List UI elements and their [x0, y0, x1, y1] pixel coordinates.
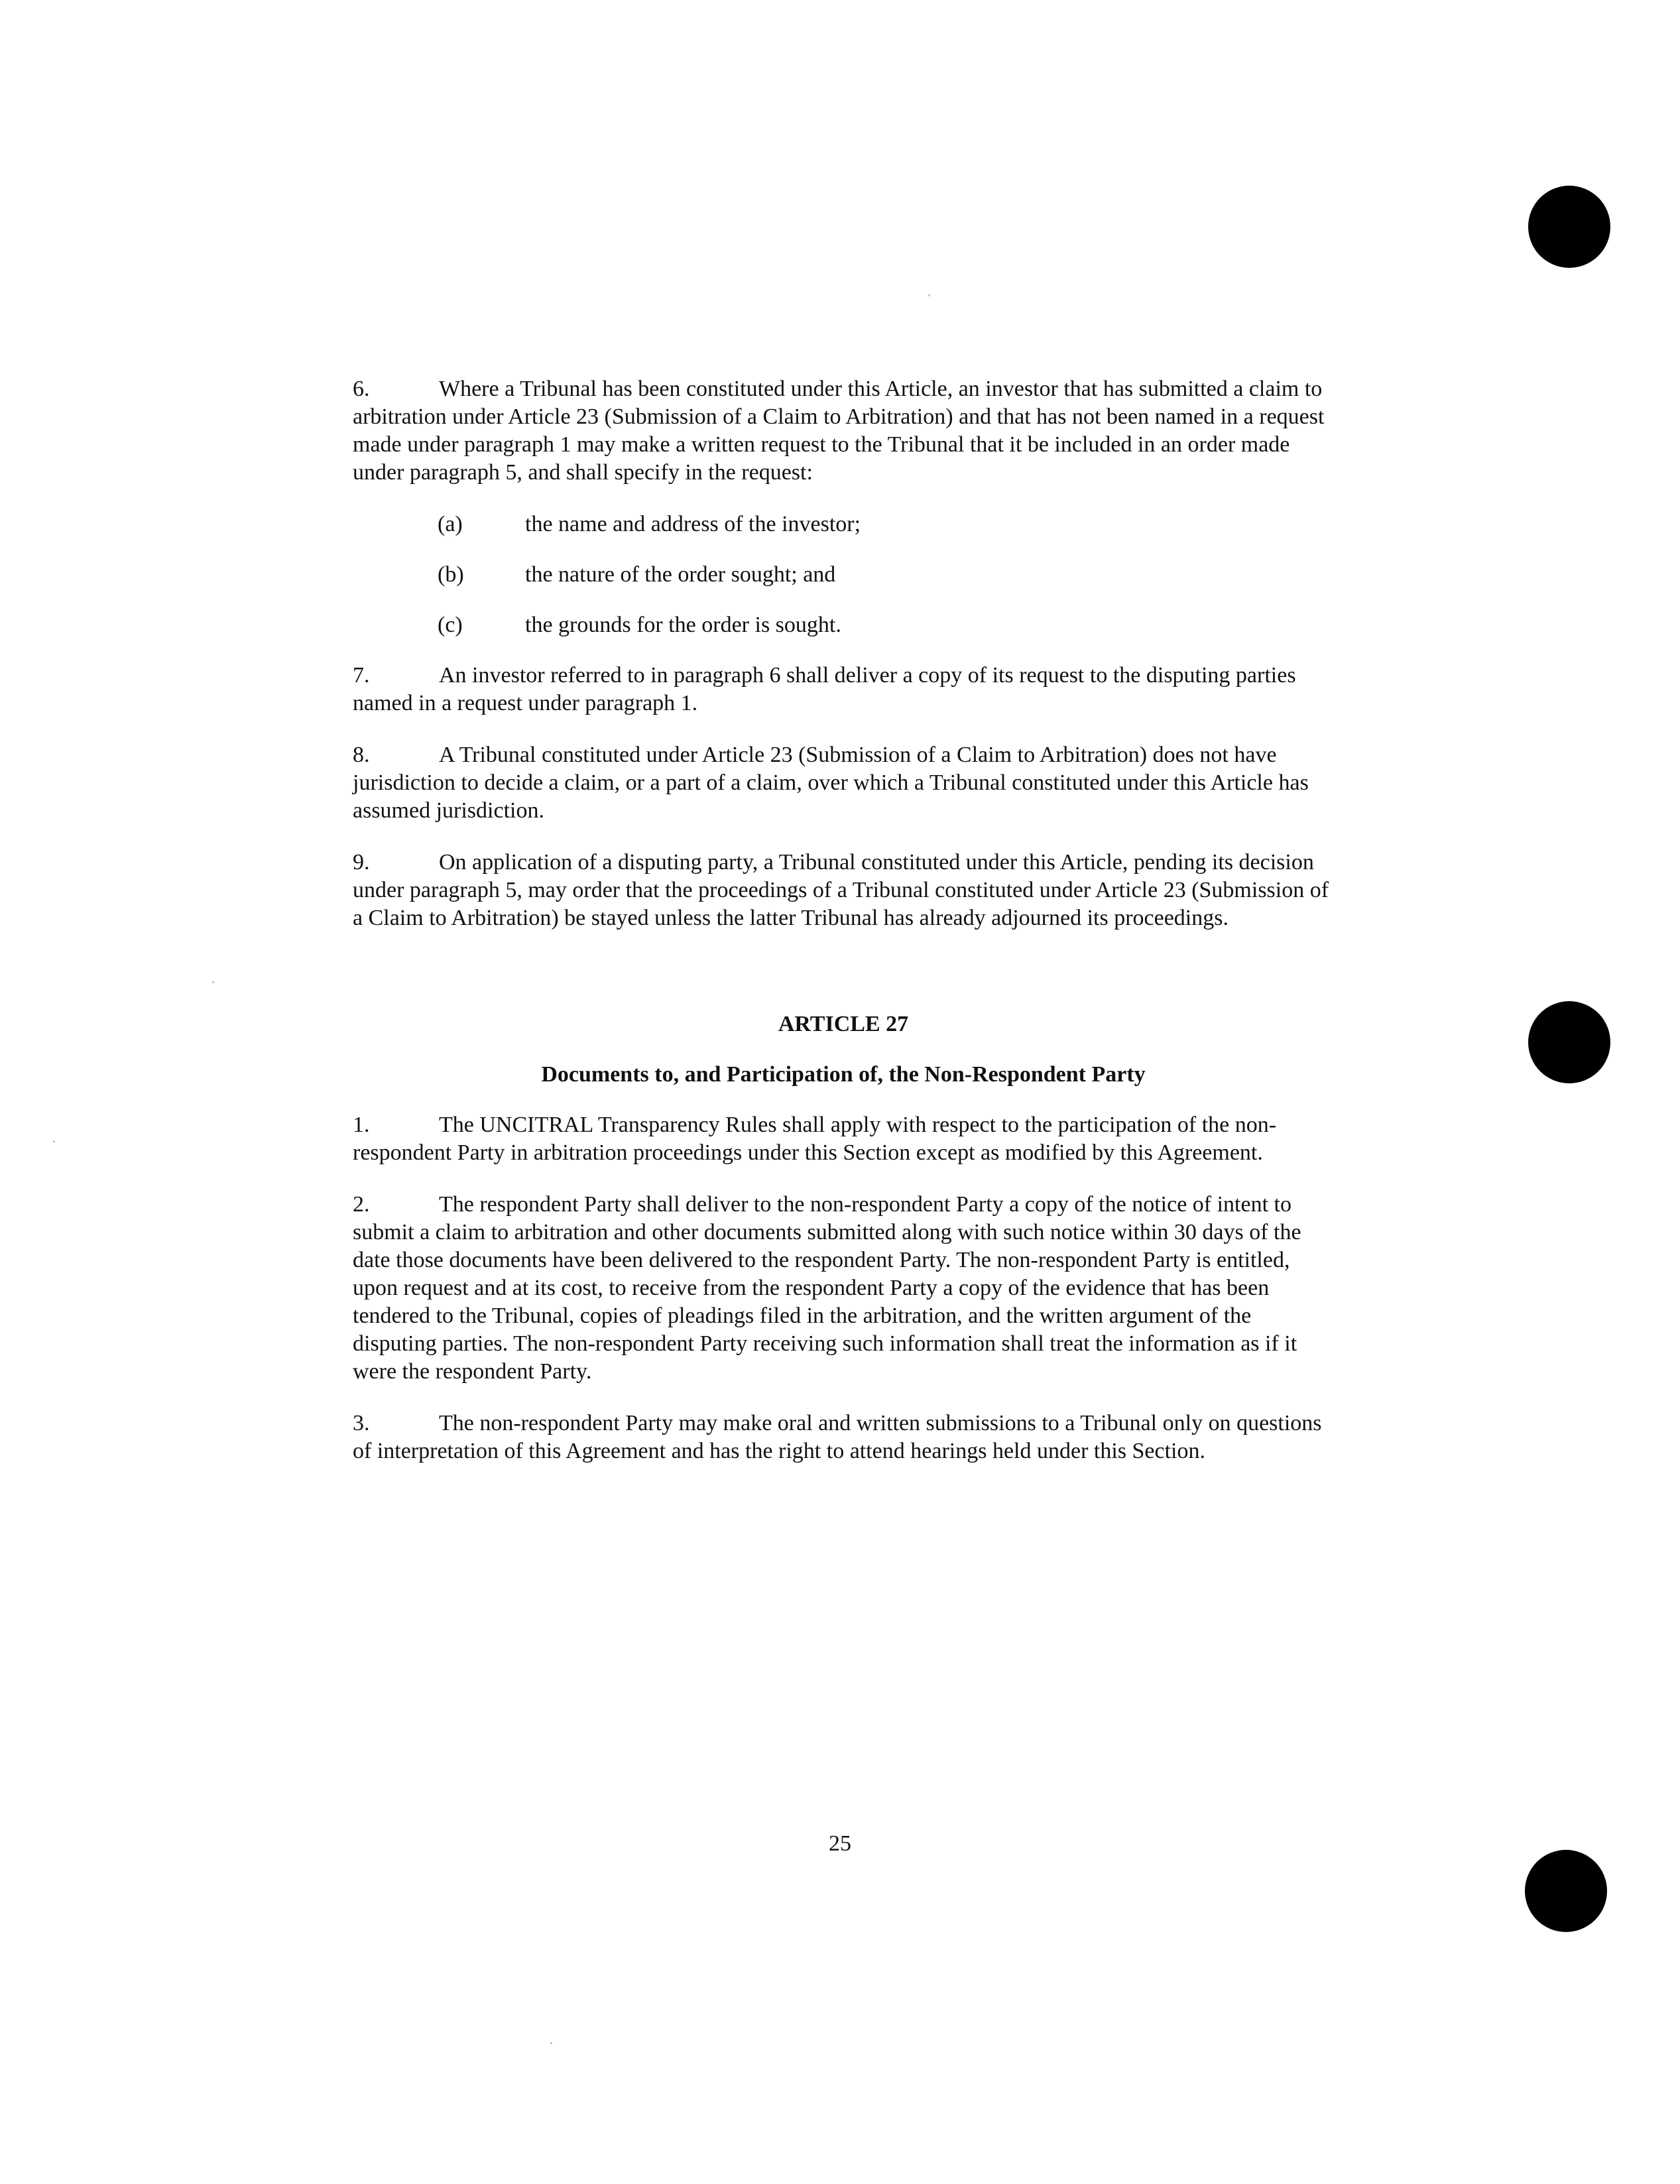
- article27-paragraph-1: [353, 1111, 1334, 1167]
- paragraph-number: 8.: [353, 743, 370, 767]
- article27-paragraph-3: [353, 1410, 1334, 1465]
- sub-item-text: the nature of the order sought; and: [525, 562, 836, 587]
- paragraph-number: 9.: [353, 850, 370, 875]
- paragraph-text: A Tribunal constituted under Article 23 (Submission of a Claim to Arbitration) does not have jurisdiction to decide a claim, or a part of a claim, over which a Tribunal constituted under this Article has assumed jurisdiction.: [353, 743, 1309, 823]
- paragraph-7: [353, 662, 1334, 717]
- scan-speck: [928, 294, 930, 296]
- paragraph-text: The respondent Party shall deliver to the non-respondent Party a copy of the notice of intent to submit a claim to arbitration and other documents submitted along with such notice within 30 days of the date those documents have been delivered to the respondent Party. The non-respondent Party is entitled, upon request and at its cost, to receive from the respondent Party a copy of the evidence that has been tendered to the Tribunal, copies of pleadings filed in the arbitration, and the written argument of the disputing parties. The non-respondent Party receiving such information shall treat the information as if it were the respondent Party.: [353, 1192, 1301, 1384]
- paragraph-text: An investor referred to in paragraph 6 shall deliver a copy of its request to the disputing parties named in a request under paragraph 1.: [353, 663, 1296, 715]
- paragraph-6: [353, 375, 1334, 487]
- article-heading: ARTICLE 27: [778, 1012, 909, 1036]
- punch-hole-top: [1528, 186, 1610, 268]
- paragraph-number: 1.: [353, 1113, 370, 1137]
- paragraph-text: Where a Tribunal has been constituted under this Article, an investor that has submitted a claim to arbitration under Article 23 (Submission of a Claim to Arbitration) and that has not been named in a request made under paragraph 1 may make a written request to the Tribunal that it be included in an order made under paragraph 5, and shall specify in the request:: [353, 377, 1325, 485]
- page-number: 25: [829, 1831, 851, 1856]
- paragraph-number: 7.: [353, 663, 370, 688]
- sub-item-a: [353, 511, 1334, 538]
- sub-item-label: (a): [438, 512, 463, 536]
- sub-item-c: [353, 611, 1334, 639]
- document-body: [353, 375, 1334, 1465]
- article-subheading: Documents to, and Participation of, the Non-Respondent Party: [541, 1062, 1146, 1087]
- scan-speck: [550, 2042, 552, 2044]
- paragraph-text: The UNCITRAL Transparency Rules shall apply with respect to the participation of the non-respondent Party in arbitration proceedings under this Section except as modified by this Agreement.: [353, 1113, 1277, 1165]
- sub-item-b: [353, 561, 1334, 589]
- punch-hole-bottom: [1525, 1850, 1607, 1932]
- sub-item-text: the name and address of the investor;: [525, 512, 861, 536]
- paragraph-text: The non-respondent Party may make oral and written submissions to a Tribunal only on questions of interpretation of this Agreement and has the right to attend hearings held under this Section.: [353, 1411, 1322, 1463]
- paragraph-number: 2.: [353, 1192, 370, 1217]
- paragraph-number: 3.: [353, 1411, 370, 1435]
- paragraph-8: [353, 741, 1334, 825]
- paragraph-9: [353, 849, 1334, 932]
- sub-item-label: (b): [438, 562, 464, 587]
- scan-speck: [212, 981, 214, 983]
- article27-paragraph-2: [353, 1191, 1334, 1386]
- sub-item-list: [353, 511, 1334, 639]
- paragraph-number: 6.: [353, 377, 370, 401]
- scan-speck: [53, 1140, 55, 1142]
- punch-hole-middle: [1528, 1001, 1610, 1083]
- paragraph-text: On application of a disputing party, a Tribunal constituted under this Article, pending its decision under paragraph 5, may order that the proceedings of a Tribunal constituted under Article 23 (Submission of a Claim to Arbitration) be stayed unless the latter Tribunal has already adjourned its proceedings.: [353, 850, 1329, 930]
- sub-item-label: (c): [438, 613, 463, 637]
- sub-item-text: the grounds for the order is sought.: [525, 613, 841, 637]
